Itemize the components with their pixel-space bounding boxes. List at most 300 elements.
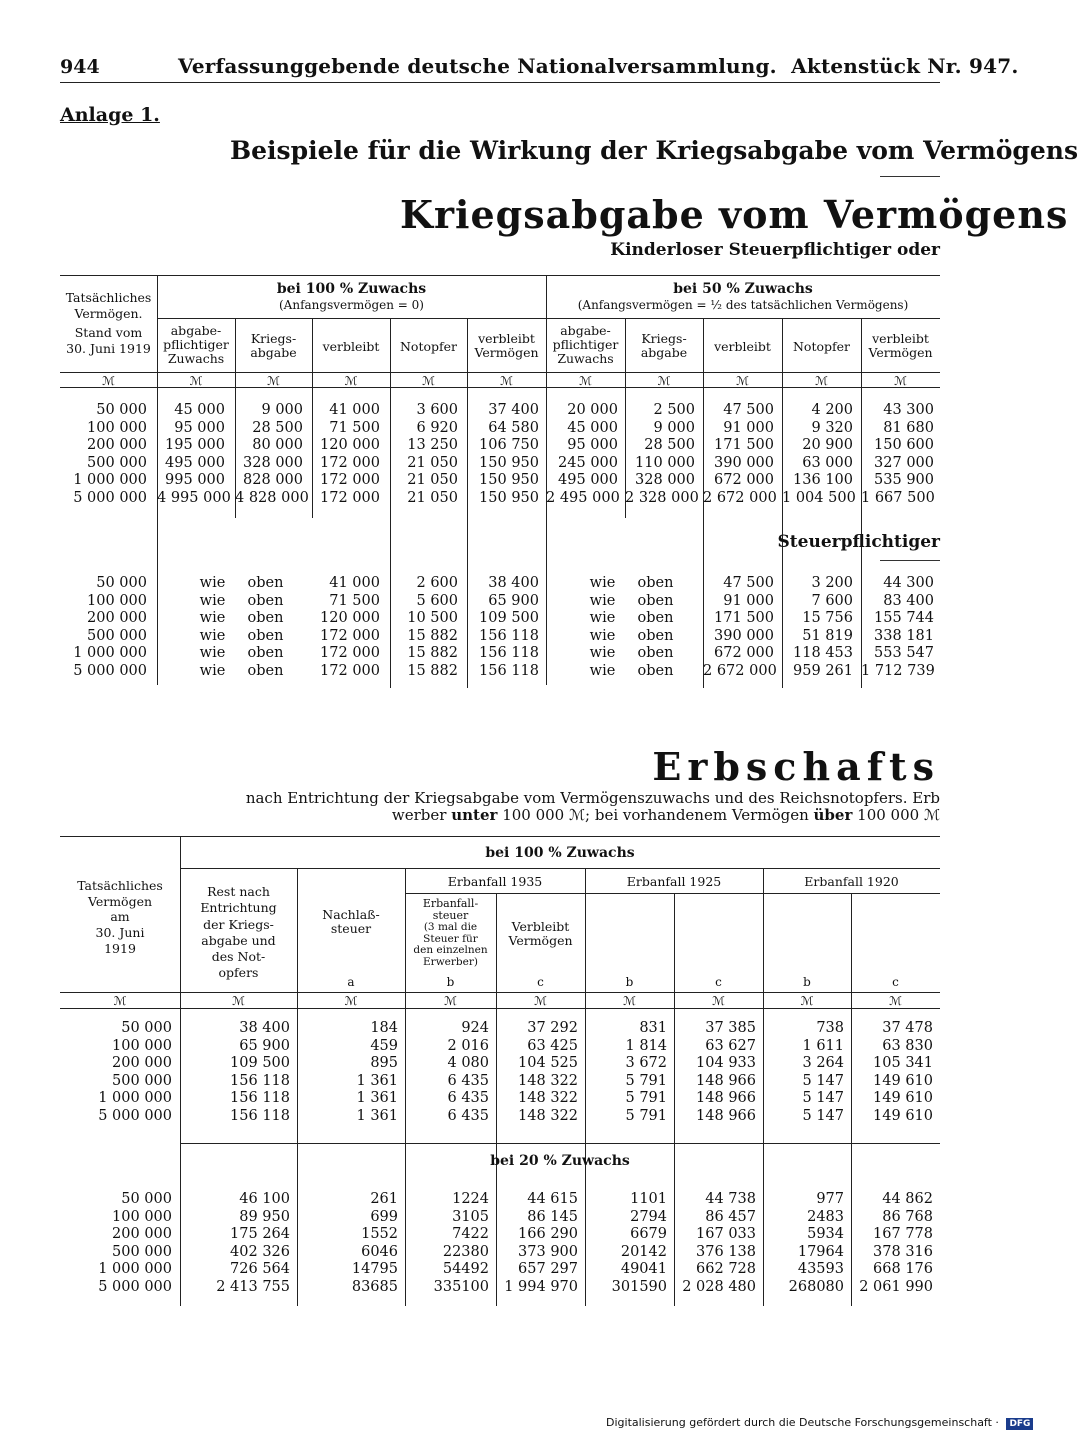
h-line: (3 mal die bbox=[423, 921, 478, 934]
t2-mid-rule bbox=[180, 1143, 940, 1144]
t2-rest-header bbox=[180, 884, 297, 982]
t1b-col-wie-50 bbox=[580, 576, 625, 682]
table-cell: 167 033 bbox=[696, 1226, 756, 1243]
t2-unit: ℳ bbox=[889, 994, 902, 1008]
table-cell: 200 000 bbox=[87, 437, 147, 454]
t1b-col-n50 bbox=[782, 576, 853, 682]
header-rule bbox=[60, 82, 940, 83]
table-cell: 828 000 bbox=[243, 472, 303, 489]
table-cell: 120 000 bbox=[320, 610, 380, 627]
t2-erbanfall1925: Erbanfall 1925 bbox=[626, 874, 722, 889]
table-cell: 373 900 bbox=[518, 1243, 578, 1260]
table-cell: 118 453 bbox=[793, 645, 853, 662]
table-cell: 172 000 bbox=[320, 489, 380, 506]
table-cell: 63 425 bbox=[527, 1037, 578, 1054]
table-cell: wie bbox=[589, 575, 616, 591]
section1-subtitle2: Steuerpflichtiger bbox=[777, 532, 940, 552]
t1-unit: ℳ bbox=[500, 374, 513, 388]
table-cell: 21 050 bbox=[407, 454, 458, 471]
table-cell: 1 000 000 bbox=[73, 472, 147, 489]
t1b-col-oben-100 bbox=[238, 576, 293, 682]
h-line: am bbox=[110, 909, 130, 925]
t2-100-col-c25 bbox=[674, 1021, 756, 1127]
table-cell: 104 525 bbox=[518, 1055, 578, 1072]
h-line: Kriegs- bbox=[250, 331, 297, 346]
table-cell: 110 000 bbox=[635, 454, 695, 471]
t1-h-kriegs-100 bbox=[235, 332, 312, 360]
table-cell: oben bbox=[637, 575, 674, 591]
t1b-col-wie-100 bbox=[190, 576, 235, 682]
t2-20-col-b25 bbox=[585, 1192, 667, 1298]
table1-top-rule bbox=[60, 275, 940, 276]
table-cell: 83 400 bbox=[883, 592, 934, 609]
table-cell: 1 994 970 bbox=[504, 1278, 578, 1295]
h-line: Erwerber) bbox=[423, 955, 478, 968]
table-cell: 171 500 bbox=[714, 610, 774, 627]
table-cell: 43593 bbox=[797, 1261, 844, 1278]
table-cell: 149 610 bbox=[873, 1072, 933, 1089]
table-cell: 71 500 bbox=[329, 592, 380, 609]
t1-unit: ℳ bbox=[736, 374, 749, 388]
table-cell: 65 900 bbox=[488, 592, 539, 609]
t1b-col-verm bbox=[60, 576, 147, 682]
table-cell: 155 744 bbox=[874, 610, 934, 627]
table-cell: 5 000 000 bbox=[98, 1107, 172, 1124]
table-cell: 738 bbox=[816, 1020, 844, 1036]
table-cell: 156 118 bbox=[479, 662, 539, 679]
table-cell: 2 500 bbox=[653, 402, 695, 418]
t1-group50-label: bei 50 % Zuwachs bbox=[673, 281, 813, 297]
table-cell: 148 966 bbox=[696, 1090, 756, 1107]
table-cell: 100 000 bbox=[87, 419, 147, 436]
table-cell: 17964 bbox=[797, 1243, 844, 1260]
t1-group50-note: (Anfangsvermögen = ½ des tatsächlichen Vermögens) bbox=[577, 298, 909, 312]
table-cell: 328 000 bbox=[243, 454, 303, 471]
t1a-col-vv50 bbox=[861, 403, 934, 509]
table-cell: 376 138 bbox=[696, 1243, 756, 1260]
table-cell: 15 882 bbox=[407, 662, 458, 679]
table-cell: 7422 bbox=[452, 1226, 489, 1243]
table-cell: 4 080 bbox=[447, 1055, 489, 1072]
table-cell: oben bbox=[637, 645, 674, 662]
table-cell: 28 500 bbox=[644, 437, 695, 454]
t2-letter-c: c bbox=[892, 975, 899, 989]
h-line: des Not- bbox=[211, 949, 266, 964]
t2-unit: ℳ bbox=[800, 994, 814, 1008]
t1b-col-v100 bbox=[312, 576, 380, 682]
t2-verbleibt-header bbox=[496, 920, 585, 948]
table-cell: 149 610 bbox=[873, 1090, 933, 1107]
table-cell: 672 000 bbox=[714, 645, 774, 662]
table-cell: 15 882 bbox=[407, 627, 458, 644]
table-cell: 148 322 bbox=[518, 1072, 578, 1089]
table-cell: 20 900 bbox=[802, 437, 853, 454]
table-cell: 38 400 bbox=[488, 575, 539, 591]
table-cell: 44 862 bbox=[882, 1191, 933, 1207]
t1b-col-n100 bbox=[390, 576, 458, 682]
t1b-col-vv50 bbox=[861, 576, 934, 682]
table-cell: 37 385 bbox=[705, 1020, 756, 1036]
t2-letter-c: c bbox=[537, 975, 544, 989]
t1-h-line: Vermögen. bbox=[74, 305, 143, 321]
t2-header-bottom-rule bbox=[60, 1008, 940, 1009]
table-cell: 63 627 bbox=[705, 1037, 756, 1054]
table-cell: 2 016 bbox=[447, 1037, 489, 1054]
t2-20-col-verm bbox=[60, 1192, 172, 1298]
table-cell: oben bbox=[247, 575, 284, 591]
h-line: verbleibt bbox=[872, 331, 929, 346]
h-line: Kriegs- bbox=[641, 331, 687, 346]
table-cell: 14795 bbox=[351, 1261, 398, 1278]
table-cell: 6 435 bbox=[447, 1090, 489, 1107]
table-cell: 9 320 bbox=[811, 419, 853, 436]
table-cell: 5 600 bbox=[416, 592, 458, 609]
table-cell: 20 000 bbox=[567, 402, 618, 418]
table-cell: 91 000 bbox=[723, 419, 774, 436]
h-line: Steuer für bbox=[423, 932, 478, 945]
section1-subtitle: Kinderloser Steuerpflichtiger oder bbox=[610, 240, 940, 260]
h-line: Entrichtung bbox=[200, 900, 277, 916]
table-cell: 5 147 bbox=[802, 1090, 844, 1107]
h-line: opfers bbox=[218, 965, 259, 981]
table-cell: 261 bbox=[370, 1191, 398, 1207]
t1-unit: ℳ bbox=[267, 374, 280, 388]
table-cell: 150 950 bbox=[479, 489, 539, 506]
h-line: Nachlaß- bbox=[322, 907, 380, 922]
table-cell: 1 000 000 bbox=[98, 1090, 172, 1107]
t2-erbanfall-rule bbox=[405, 893, 940, 894]
table-cell: 2 413 755 bbox=[216, 1278, 290, 1295]
t2-100-col-a bbox=[297, 1021, 398, 1127]
table-cell: 500 000 bbox=[112, 1243, 172, 1260]
table-cell: 50 000 bbox=[121, 1191, 172, 1207]
t2-nachlass-header bbox=[297, 908, 405, 936]
table-cell: 149 610 bbox=[873, 1107, 933, 1124]
table-cell: 109 500 bbox=[230, 1055, 290, 1072]
table-cell: 65 900 bbox=[239, 1037, 290, 1054]
table-cell: 86 768 bbox=[882, 1208, 933, 1225]
t2-unit: ℳ bbox=[712, 994, 725, 1008]
table-cell: 44 615 bbox=[527, 1191, 578, 1207]
t1-unit: ℳ bbox=[189, 374, 203, 388]
table-cell: 44 738 bbox=[705, 1191, 756, 1207]
table-cell: 301590 bbox=[611, 1278, 667, 1295]
t2-unit: ℳ bbox=[623, 994, 636, 1008]
table-cell: 49041 bbox=[620, 1261, 667, 1278]
table-cell: 662 728 bbox=[696, 1261, 756, 1278]
h-line: Tatsächliches bbox=[77, 878, 163, 893]
line2-part: werber bbox=[391, 806, 447, 824]
table-cell: 41 000 bbox=[329, 575, 380, 591]
table-cell: 5 147 bbox=[802, 1107, 844, 1124]
table-cell: 50 000 bbox=[121, 1020, 172, 1036]
table-cell: 41 000 bbox=[329, 402, 380, 418]
table-cell: 120 000 bbox=[320, 437, 380, 454]
table-cell: 136 100 bbox=[793, 472, 853, 489]
t1-h-line: 30. Juni 1919 bbox=[66, 340, 151, 356]
table-cell: 5 147 bbox=[802, 1072, 844, 1089]
h-line: den einzelnen bbox=[413, 944, 488, 957]
table-cell: 195 000 bbox=[165, 437, 225, 454]
t1-group100-note: (Anfangsvermögen = 0) bbox=[279, 298, 424, 312]
table-cell: 100 000 bbox=[112, 1037, 172, 1054]
h-line: abgabe- bbox=[560, 323, 611, 338]
t1-unit: ℳ bbox=[815, 374, 828, 388]
h-line: steuer bbox=[432, 909, 469, 923]
h-line: Zuwachs bbox=[557, 350, 614, 366]
table-cell: 21 050 bbox=[407, 472, 458, 489]
section1-title: Kriegsabgabe vom Vermögens bbox=[400, 192, 1069, 237]
t2-20-col-c35 bbox=[496, 1192, 578, 1298]
t2-20-col-c25 bbox=[674, 1192, 756, 1298]
table-cell: 657 297 bbox=[518, 1261, 578, 1278]
table-cell: 1 000 000 bbox=[98, 1261, 172, 1278]
table-cell: 4 828 000 bbox=[235, 489, 309, 506]
t2-letter-b: b bbox=[446, 975, 455, 989]
table-cell: 995 000 bbox=[165, 472, 225, 489]
table-cell: 175 264 bbox=[230, 1226, 290, 1243]
t1a-col-n100 bbox=[390, 403, 458, 509]
h-line: 30. Juni bbox=[95, 924, 145, 940]
table1-group-rule bbox=[157, 318, 940, 319]
t2-erbanfall1920: Erbanfall 1920 bbox=[804, 874, 899, 889]
table-cell: 3 672 bbox=[625, 1055, 667, 1072]
table-cell: 156 118 bbox=[230, 1090, 290, 1107]
table-cell: 5 000 000 bbox=[73, 662, 147, 679]
t1-unit: ℳ bbox=[422, 374, 435, 388]
table-cell: 156 118 bbox=[230, 1107, 290, 1124]
table-cell: 156 118 bbox=[479, 645, 539, 662]
t1a-col-v50 bbox=[703, 402, 777, 509]
h-line: Vermögen bbox=[87, 893, 153, 909]
table-cell: 4 995 000 bbox=[157, 489, 231, 506]
sub-rule bbox=[880, 560, 940, 561]
line2-part: 100 000 ℳ bbox=[857, 806, 940, 824]
table-cell: 104 933 bbox=[696, 1055, 756, 1072]
t2-100-col-b35 bbox=[405, 1021, 489, 1127]
table-cell: 535 900 bbox=[874, 472, 934, 489]
table-cell: 15 756 bbox=[802, 610, 853, 627]
table-cell: 7 600 bbox=[811, 592, 853, 609]
table-cell: 71 500 bbox=[329, 419, 380, 436]
table-cell: 171 500 bbox=[714, 437, 774, 454]
table-cell: 5934 bbox=[807, 1226, 844, 1243]
table-cell: 13 250 bbox=[407, 437, 458, 454]
t2-100-col-b20 bbox=[763, 1021, 844, 1127]
t2-100-col-c20 bbox=[851, 1021, 933, 1127]
table-cell: 150 950 bbox=[479, 454, 539, 471]
line2-bold: unter bbox=[451, 806, 498, 824]
h-line: Vermögen bbox=[474, 344, 539, 360]
table-cell: 80 000 bbox=[252, 437, 303, 454]
table-cell: 459 bbox=[370, 1037, 398, 1054]
t2-letter-c: c bbox=[715, 975, 722, 989]
table-cell: 1 814 bbox=[625, 1037, 667, 1054]
table-cell: 37 478 bbox=[882, 1020, 933, 1036]
t1-h-kriegs-50 bbox=[625, 332, 703, 360]
table-cell: 831 bbox=[639, 1020, 667, 1036]
table-cell: 672 000 bbox=[714, 472, 774, 489]
h-line: Rest nach bbox=[207, 884, 270, 899]
table-cell: oben bbox=[637, 627, 674, 644]
t1b-col-oben-50 bbox=[628, 576, 683, 682]
anlage-label: Anlage 1. bbox=[60, 104, 160, 126]
table-cell: 10 500 bbox=[407, 610, 458, 627]
t1a-col-k100 bbox=[235, 402, 309, 509]
table-cell: 50 000 bbox=[96, 402, 147, 418]
header-title bbox=[178, 54, 1019, 78]
t2-group100-label: bei 100 % Zuwachs bbox=[485, 845, 635, 861]
h-line: 1919 bbox=[104, 940, 136, 956]
t2-20-col-b35 bbox=[405, 1192, 489, 1298]
table-cell: 54492 bbox=[442, 1261, 489, 1278]
table-cell: oben bbox=[247, 627, 284, 644]
table-cell: 1 361 bbox=[356, 1090, 398, 1107]
t1-h-verbverm-100 bbox=[467, 332, 546, 360]
h-line: Vermögen bbox=[868, 344, 933, 360]
dfg-logo: DFG bbox=[1006, 1418, 1033, 1430]
h-line: pflichtiger bbox=[552, 336, 619, 352]
table-cell: 2 061 990 bbox=[859, 1278, 933, 1295]
table-cell: 51 819 bbox=[802, 627, 853, 644]
table-cell: 699 bbox=[370, 1208, 398, 1225]
table-cell: 184 bbox=[370, 1020, 398, 1036]
t1-h-line: Tatsächliches bbox=[65, 290, 152, 305]
t1-h-abgabe-100 bbox=[157, 324, 235, 365]
table-cell: 726 564 bbox=[230, 1261, 290, 1278]
t1-unit: ℳ bbox=[579, 374, 592, 388]
table-cell: 3 264 bbox=[802, 1055, 844, 1072]
title-rule bbox=[880, 176, 940, 177]
table-cell: 9 000 bbox=[653, 419, 695, 436]
table-cell: wie bbox=[199, 627, 226, 644]
h-line: der Kriegs- bbox=[203, 916, 274, 932]
table-cell: 1 712 739 bbox=[861, 662, 935, 679]
table-cell: 1 361 bbox=[356, 1107, 398, 1124]
table-cell: 83685 bbox=[351, 1278, 398, 1295]
table-cell: 172 000 bbox=[320, 454, 380, 471]
table-cell: 100 000 bbox=[112, 1208, 172, 1225]
section2-line1: nach Entrichtung der Kriegsabgabe vom Vermögenszuwachs und des Reichsnotopfers. Erb bbox=[245, 789, 940, 807]
page-header bbox=[60, 52, 1019, 82]
table-cell: 86 457 bbox=[705, 1208, 756, 1225]
t1a-col-n50 bbox=[782, 402, 856, 509]
table-cell: 21 050 bbox=[407, 489, 458, 506]
t1a-col-verm bbox=[60, 403, 147, 509]
table-cell: 668 176 bbox=[873, 1261, 933, 1278]
t2-erbsteuer-header bbox=[405, 898, 496, 968]
table-cell: 1101 bbox=[630, 1191, 667, 1207]
table-cell: 22380 bbox=[442, 1243, 489, 1260]
table-cell: 402 326 bbox=[230, 1243, 290, 1260]
table-cell: 38 400 bbox=[239, 1020, 290, 1036]
table1-unit-rule bbox=[60, 372, 940, 373]
t2-20-col-rest bbox=[180, 1192, 290, 1298]
t1a-col-z50 bbox=[546, 403, 618, 509]
table-cell: 390 000 bbox=[714, 454, 774, 471]
table-cell: 495 000 bbox=[558, 472, 618, 489]
table-cell: 166 290 bbox=[518, 1226, 578, 1243]
table-cell: 1 611 bbox=[802, 1037, 844, 1054]
table-cell: 328 000 bbox=[635, 472, 695, 489]
table-cell: 1 667 500 bbox=[861, 489, 935, 506]
table-cell: 63 830 bbox=[882, 1037, 933, 1054]
h-line: Vermögen bbox=[508, 932, 573, 948]
table-cell: 43 300 bbox=[883, 402, 934, 418]
table-cell: oben bbox=[637, 592, 674, 609]
table-cell: 495 000 bbox=[165, 454, 225, 471]
page-number: 944 bbox=[60, 56, 100, 78]
table-cell: oben bbox=[637, 662, 674, 679]
table-cell: 95 000 bbox=[567, 437, 618, 454]
table-cell: 81 680 bbox=[883, 419, 934, 436]
t2-20-col-a bbox=[297, 1192, 398, 1298]
t1-h-verbleibt-100: verbleibt bbox=[322, 339, 380, 354]
table-cell: 172 000 bbox=[320, 627, 380, 644]
h-line: abgabe bbox=[640, 344, 688, 360]
t1-unit: ℳ bbox=[344, 374, 358, 388]
table-cell: 63 000 bbox=[802, 454, 853, 471]
table-cell: 268080 bbox=[788, 1278, 844, 1295]
t2-letter-a: a bbox=[347, 975, 355, 989]
table-cell: 172 000 bbox=[320, 645, 380, 662]
t2-group20-label: bei 20 % Zuwachs bbox=[490, 1153, 630, 1169]
table-cell: 3 600 bbox=[416, 402, 458, 418]
t2-letter-b: b bbox=[625, 975, 634, 989]
table-cell: 5 791 bbox=[625, 1107, 667, 1124]
h-line: Zuwachs bbox=[167, 350, 225, 366]
t2-100-col-verm bbox=[60, 1021, 172, 1127]
table-cell: 172 000 bbox=[320, 472, 380, 489]
table-cell: 2794 bbox=[630, 1208, 667, 1225]
table-cell: 378 316 bbox=[873, 1243, 933, 1260]
table-cell: 100 000 bbox=[87, 592, 147, 609]
table-cell: 106 750 bbox=[479, 437, 539, 454]
table-cell: wie bbox=[589, 645, 616, 662]
table-cell: 37 292 bbox=[527, 1020, 578, 1036]
table-cell: 200 000 bbox=[87, 610, 147, 627]
h-line: Erbanfall- bbox=[422, 897, 479, 910]
table-cell: 390 000 bbox=[714, 627, 774, 644]
t1-h-abgabe-50 bbox=[546, 324, 625, 365]
table-cell: 2483 bbox=[807, 1208, 844, 1225]
t2-100-col-b25 bbox=[585, 1021, 667, 1127]
table-cell: 500 000 bbox=[87, 454, 147, 471]
table-cell: 167 778 bbox=[873, 1226, 933, 1243]
table-cell: oben bbox=[247, 610, 284, 627]
t1b-col-v50 bbox=[703, 575, 777, 682]
section2-title: Erbschafts bbox=[652, 744, 940, 789]
table-cell: oben bbox=[247, 662, 284, 679]
table-cell: 924 bbox=[461, 1020, 489, 1036]
table-cell: 47 500 bbox=[723, 402, 774, 418]
h-line: pflichtiger bbox=[163, 336, 229, 352]
table-cell: 150 600 bbox=[874, 437, 934, 454]
t1-unit: ℳ bbox=[102, 374, 115, 388]
table-cell: wie bbox=[199, 662, 226, 679]
table-cell: 6 435 bbox=[447, 1107, 489, 1124]
table-cell: 156 118 bbox=[230, 1072, 290, 1089]
table-cell: 2 672 000 bbox=[703, 662, 777, 679]
table-cell: 1 361 bbox=[356, 1072, 398, 1089]
t2-unit: ℳ bbox=[534, 994, 547, 1008]
t2-unit: ℳ bbox=[444, 994, 457, 1008]
table-cell: 2 328 000 bbox=[625, 489, 699, 506]
table-cell: 156 118 bbox=[479, 627, 539, 644]
t2-letter-b: b bbox=[803, 975, 811, 989]
table-cell: 148 966 bbox=[696, 1107, 756, 1124]
table-cell: 28 500 bbox=[252, 419, 303, 436]
